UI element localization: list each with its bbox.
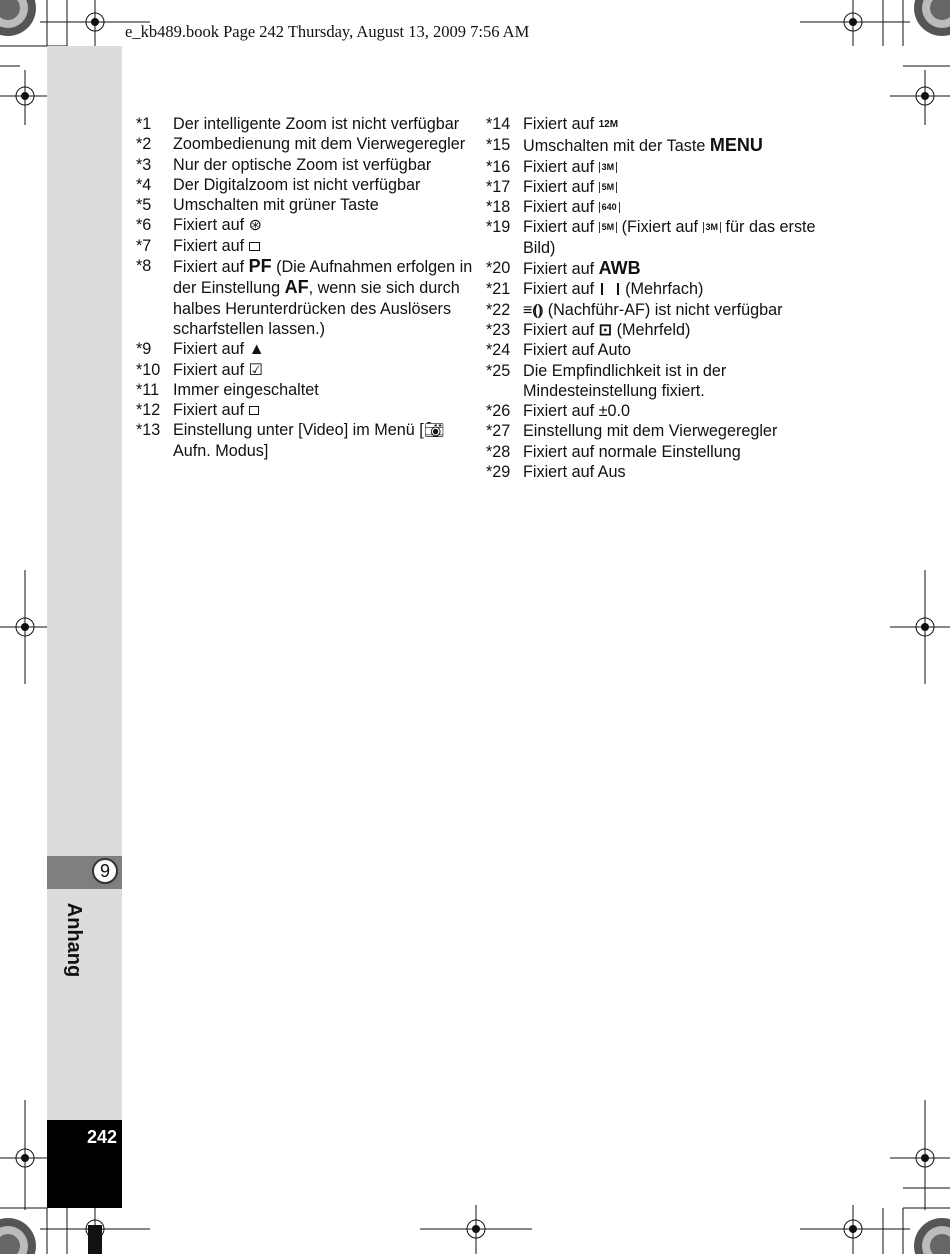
note-text: Fixiert auf [523, 320, 599, 339]
note-text: Fixiert auf [523, 218, 599, 237]
note-number: *14 [486, 115, 511, 133]
note-text: Fixiert auf [523, 177, 599, 196]
note-21 [486, 279, 816, 299]
note-text: Die Empfindlichkeit ist in der Mindesteinstellung fixiert. [523, 361, 727, 400]
resolution-3m-icon: 3M [703, 222, 722, 233]
note-text: Fixiert auf [523, 260, 599, 279]
resolution-5m-icon: 5M [599, 222, 618, 233]
note-number: *23 [486, 320, 511, 339]
note-text: Fixiert auf [173, 340, 249, 359]
note-4 [136, 175, 476, 195]
note-text: Der Digitalzoom ist nicht verfügbar [173, 175, 421, 194]
note-text: Fixiert auf [523, 115, 599, 133]
note-number: *6 [136, 216, 152, 235]
note-text: Fixiert auf [173, 258, 249, 277]
note-29 [486, 462, 816, 482]
note-15 [486, 135, 816, 156]
note-text: Umschalten mit grüner Taste [173, 196, 379, 215]
chapter-number: 9 [92, 858, 118, 884]
note-text: Fixiert auf [173, 236, 249, 255]
note-number: *8 [136, 257, 152, 276]
print-header: e_kb489.book Page 242 Thursday, August 13, 2009 7:56 AM [125, 22, 530, 41]
note-text: Fixiert auf ±0.0 [523, 402, 630, 421]
flash-off-icon: ⊛ [248, 216, 263, 235]
multi-segment-metering-icon: ⊡ [598, 320, 613, 339]
note-number: *26 [486, 402, 511, 421]
note-text: (Nachführ-AF) ist nicht verfügbar [543, 300, 783, 319]
note-number: *9 [136, 340, 152, 359]
note-text: (Mehrfeld) [612, 320, 691, 339]
note-number: *1 [136, 115, 152, 133]
note-1 [136, 114, 476, 134]
auto-white-balance-icon: AWB [598, 258, 641, 279]
note-text: Fixiert auf [173, 360, 249, 379]
note-7 [136, 236, 476, 256]
note-text: Fixiert auf Auto [523, 341, 631, 360]
note-text: Fixiert auf [173, 216, 249, 235]
note-text: Der intelligente Zoom ist nicht verfügbar [173, 115, 460, 133]
note-9 [136, 339, 476, 359]
note-20 [486, 258, 816, 279]
resolution-12m-icon: 12M [598, 119, 619, 130]
note-17 [486, 177, 816, 197]
note-number: *25 [486, 361, 511, 380]
note-number: *11 [136, 380, 160, 399]
note-28 [486, 442, 816, 462]
note-text: Umschalten mit der Taste [523, 137, 710, 156]
note-text: Nur der optische Zoom ist verfügbar [173, 155, 432, 174]
note-12 [136, 400, 476, 420]
note-text: (Fixiert auf [617, 218, 703, 237]
note-number: *22 [486, 300, 511, 319]
note-text: Fixiert auf [523, 280, 599, 299]
note-number: *16 [486, 157, 511, 176]
note-text: Zoombedienung mit dem Vierwegeregler [173, 135, 466, 154]
camera-icon: 📷︎ [423, 421, 445, 440]
note-text: , wenn sie sich durch halbes Herunterdrücken des Auslösers scharfstellen lassen.) [173, 279, 460, 338]
note-number: *17 [486, 177, 511, 196]
note-number: *2 [136, 135, 152, 154]
note-22 [486, 300, 816, 320]
note-10 [136, 360, 476, 380]
note-number: *13 [136, 421, 161, 440]
note-number: *20 [486, 259, 511, 278]
note-6 [136, 215, 476, 235]
note-number: *7 [136, 236, 152, 255]
note-5 [136, 195, 476, 215]
note-text: Einstellung mit dem Vierwegeregler [523, 422, 778, 441]
single-frame-icon [249, 242, 260, 251]
note-18 [486, 197, 816, 217]
note-26 [486, 401, 816, 421]
note-number: *3 [136, 155, 152, 174]
note-25 [486, 361, 816, 402]
menu-button-icon: MENU [709, 135, 763, 156]
page-number: 242 [86, 1127, 117, 1147]
tracking-af-icon: ≡⦅⦆ [523, 300, 544, 319]
note-8 [136, 256, 476, 339]
resolution-640-icon: 640 [599, 202, 620, 213]
note-number: *27 [486, 422, 511, 441]
note-text: Aufn. Modus] [173, 441, 269, 460]
note-14 [486, 114, 816, 135]
note-16 [486, 157, 816, 177]
note-number: *15 [486, 136, 511, 155]
autofocus-icon: AF [284, 277, 309, 298]
note-number: *10 [136, 360, 161, 379]
note-text: (Mehrfach) [620, 280, 704, 299]
checkbox-icon: ☑ [248, 360, 264, 379]
note-text: Fixiert auf normale Einstellung [523, 442, 741, 461]
note-text: Fixiert auf Aus [523, 463, 626, 482]
note-27 [486, 421, 816, 441]
chapter-name-label: Anhang [63, 902, 85, 978]
notes-left-column [136, 114, 476, 461]
note-text: (Die Aufnahmen erfolgen in der Einstellung [173, 258, 473, 298]
note-text: Einstellung unter [Video] im Menü [ [173, 421, 424, 440]
note-text: Fixiert auf [173, 401, 249, 420]
resolution-3m-icon: 3M [599, 162, 618, 173]
landscape-icon: ▲ [248, 340, 265, 359]
note-23 [486, 320, 816, 340]
note-number: *21 [486, 280, 511, 299]
note-number: *24 [486, 341, 511, 360]
note-number: *28 [486, 442, 511, 461]
note-number: *19 [486, 218, 511, 237]
note-number: *4 [136, 175, 152, 194]
note-number: *18 [486, 198, 511, 217]
note-11 [136, 380, 476, 400]
notes-right-column [486, 114, 816, 482]
note-number: *5 [136, 196, 152, 215]
note-3 [136, 155, 476, 175]
note-13 [136, 420, 476, 461]
note-24 [486, 340, 816, 360]
resolution-5m-icon: 5M [599, 182, 618, 193]
af-area-bracket-icon [601, 283, 619, 295]
note-number: *29 [486, 463, 511, 482]
note-text: Fixiert auf [523, 198, 599, 217]
note-text: Immer eingeschaltet [173, 380, 319, 399]
note-2 [136, 134, 476, 154]
note-text: für das erste Bild) [523, 218, 816, 257]
off-square-icon [249, 406, 259, 415]
pan-focus-icon: PF [248, 256, 272, 277]
note-text: Fixiert auf [523, 157, 599, 176]
note-number: *12 [136, 401, 161, 420]
note-19 [486, 217, 816, 258]
